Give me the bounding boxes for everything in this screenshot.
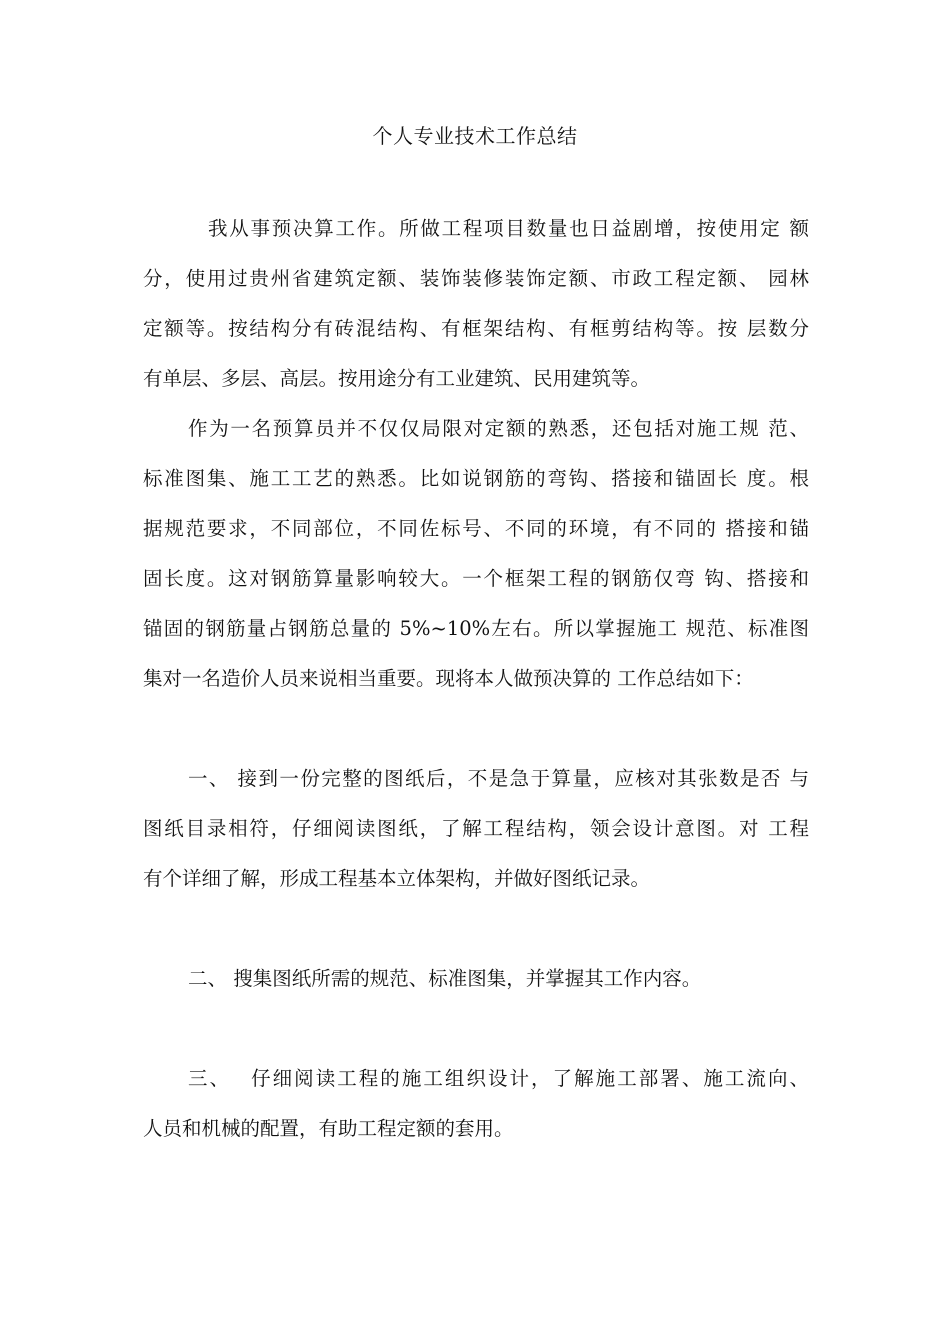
document-title: 个人专业技术工作总结 xyxy=(372,124,578,148)
section-3-line-2: 人员和机械的配置，有助工程定额的套用。 xyxy=(143,1117,514,1140)
paragraph-2-line-2: 标准图集、施工工艺的熟悉。比如说钢筋的弯钩、搭接和锚固长 度。根 xyxy=(143,467,809,490)
paragraph-2-line-6: 集对一名造价人员来说相当重要。现将本人做预决算的 工作总结如下： xyxy=(143,667,754,690)
paragraph-1-line-3: 定额等。按结构分有砖混结构、有框架结构、有框剪结构等。按 层数分 xyxy=(143,317,809,340)
paragraph-1-line-2: 分，使用过贵州省建筑定额、装饰装修装饰定额、市政工程定额、 园林 xyxy=(143,267,809,290)
section-1-line-3: 有个详细了解，形成工程基本立体架构，并做好图纸记录。 xyxy=(143,867,651,890)
paragraph-2-line-1: 作为一名预算员并不仅仅局限对定额的熟悉，还包括对施工规 范、 xyxy=(188,417,809,440)
section-2-line-1: 二、 搜集图纸所需的规范、标准图集，并掌握其工作内容。 xyxy=(188,967,702,990)
paragraph-2-line-5: 锚固的钢筋量占钢筋总量的 5%~10%左右。所以掌握施工 规范、标准图 xyxy=(143,617,809,640)
paragraph-2-line-3: 据规范要求，不同部位，不同佐标号、不同的环境，有不同的 搭接和锚 xyxy=(143,517,809,540)
section-3-line-1: 三、 仔细阅读工程的施工组织设计，了解施工部署、施工流向、 xyxy=(188,1067,809,1090)
section-1-line-2: 图纸目录相符，仔细阅读图纸，了解工程结构，领会设计意图。对 工程 xyxy=(143,817,809,840)
paragraph-2-line-4: 固长度。这对钢筋算量影响较大。一个框架工程的钢筋仅弯 钩、搭接和 xyxy=(143,567,809,590)
section-1-line-1: 一、 接到一份完整的图纸后，不是急于算量，应核对其张数是否 与 xyxy=(188,767,809,790)
paragraph-1-line-4: 有单层、多层、高层。按用途分有工业建筑、民用建筑等。 xyxy=(143,367,651,390)
paragraph-1-line-1: 我从事预决算工作。所做工程项目数量也日益剧增，按使用定 额 xyxy=(208,217,809,240)
